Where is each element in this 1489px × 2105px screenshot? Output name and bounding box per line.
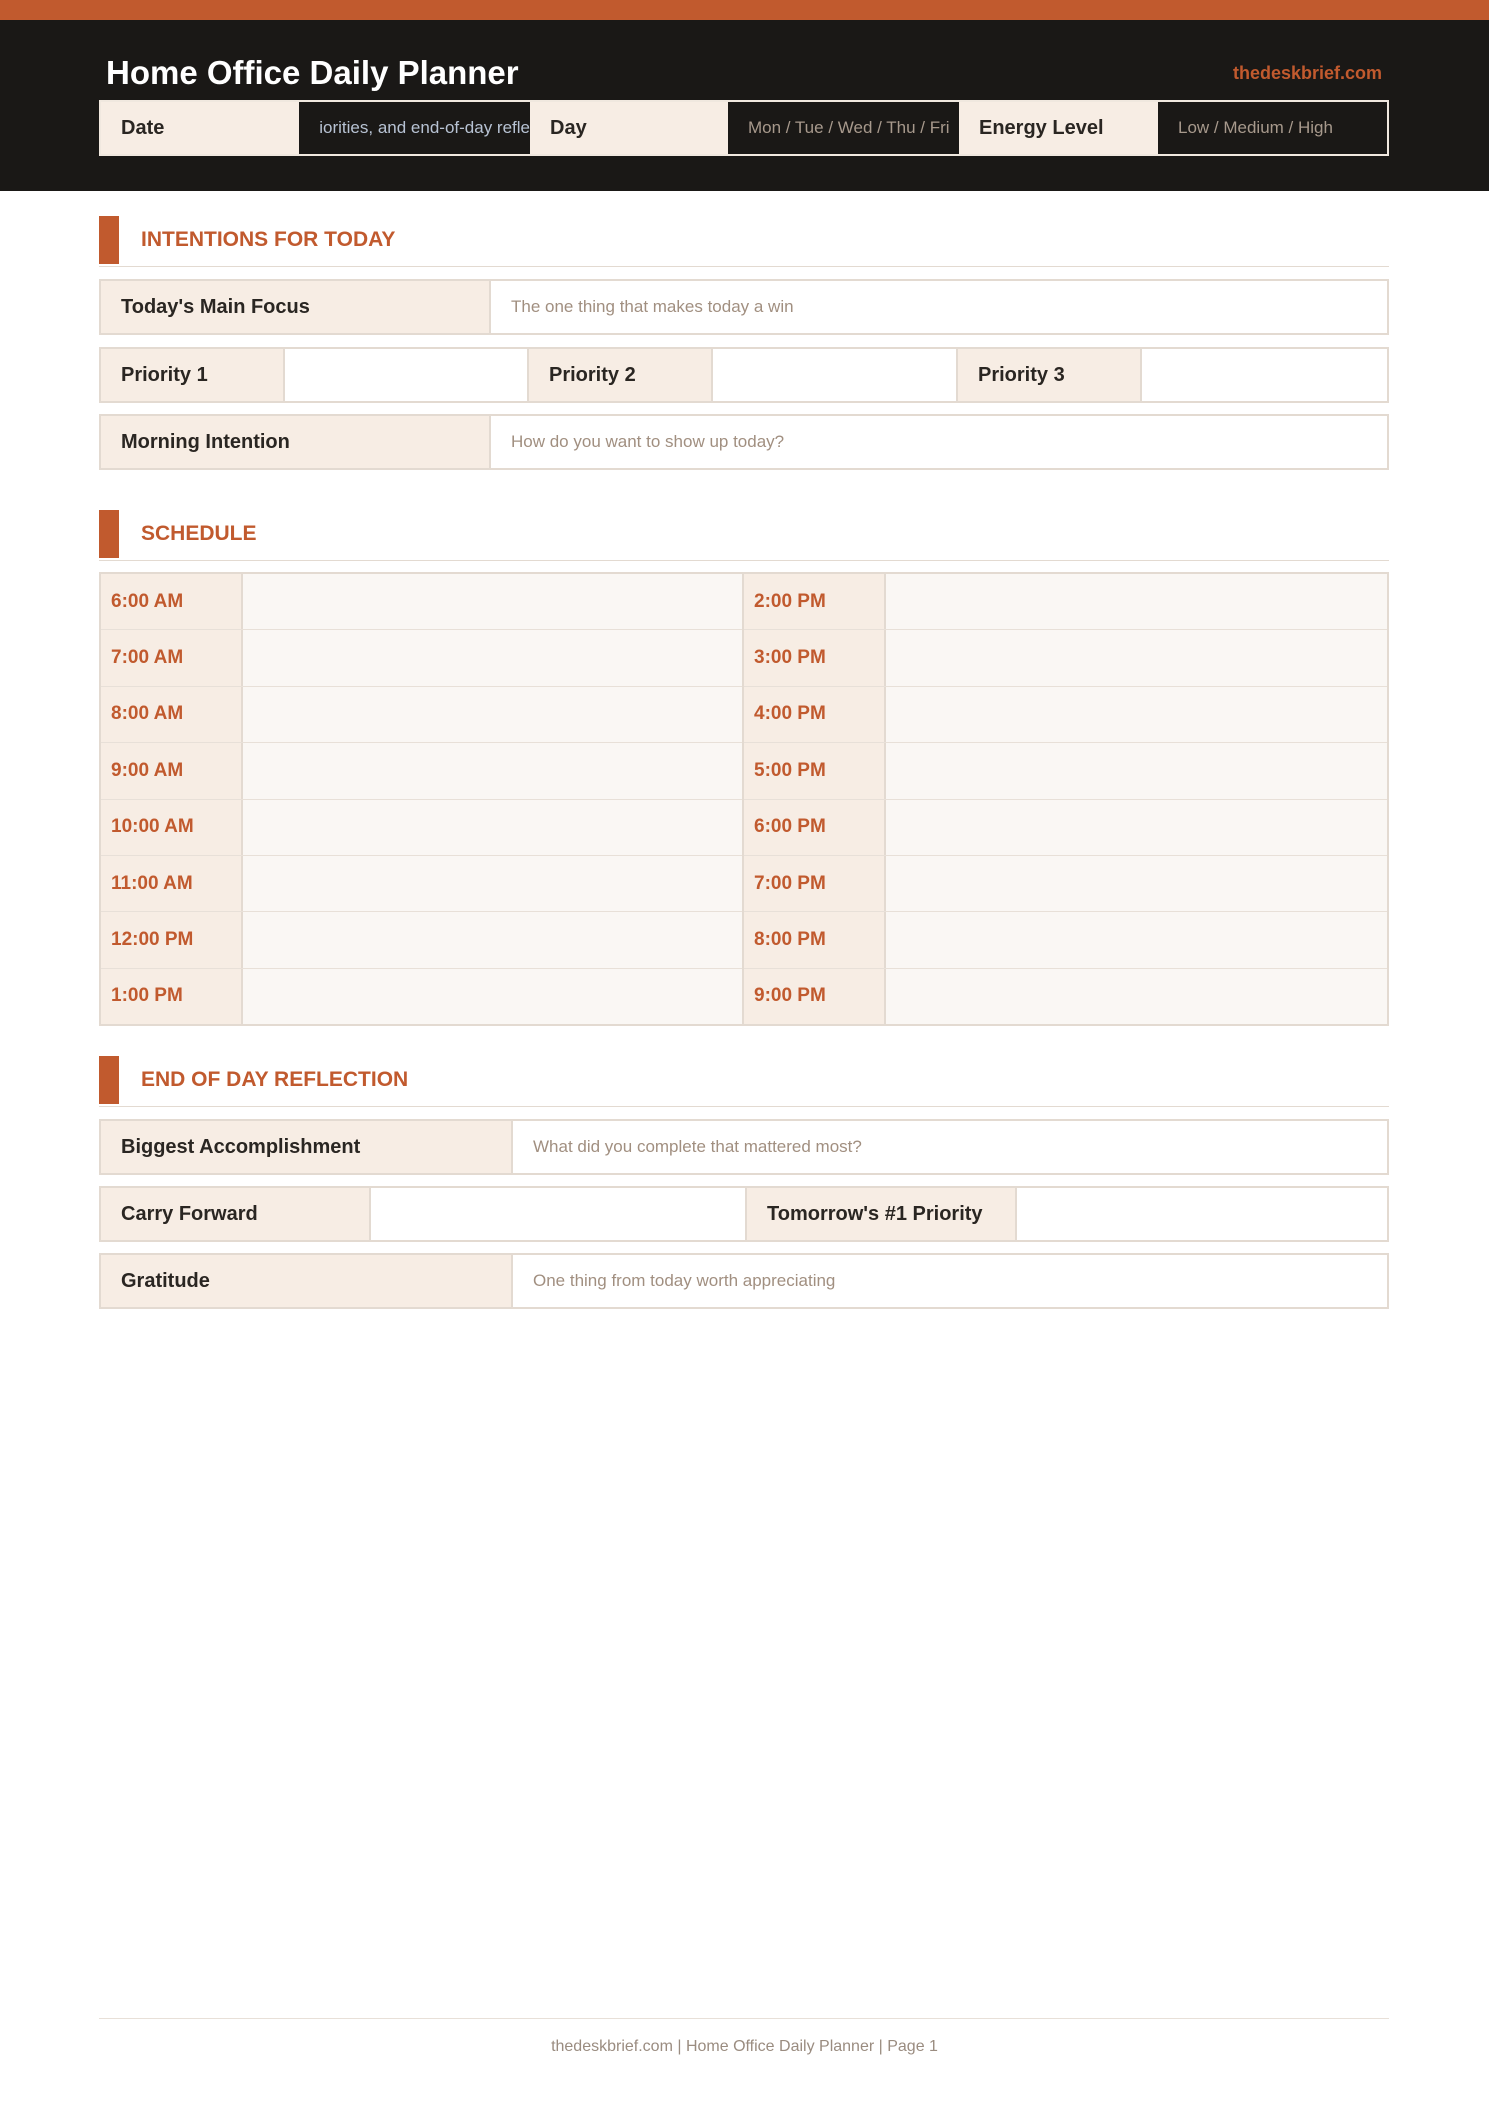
time-label: 1:00 PM (101, 969, 243, 1024)
date-field[interactable]: iorities, and end-of-day refle (319, 118, 530, 137)
schedule-column-afternoon (744, 574, 1387, 1024)
time-label: 7:00 PM (744, 856, 886, 911)
time-label: 9:00 PM (744, 969, 886, 1024)
section-accent-bar (99, 510, 119, 558)
schedule-entry-field[interactable] (243, 969, 742, 1024)
time-label: 12:00 PM (101, 912, 243, 967)
energy-level-label: Energy Level (959, 102, 1158, 154)
schedule-entry-field[interactable] (243, 912, 742, 967)
reflection-section-header (99, 1056, 1389, 1107)
schedule-slot (744, 912, 1387, 968)
tomorrow-priority-field[interactable] (1017, 1188, 1387, 1240)
schedule-slot (101, 687, 742, 743)
schedule-slot (744, 969, 1387, 1024)
schedule-entry-field[interactable] (886, 687, 1387, 742)
schedule-slot (101, 969, 742, 1024)
priority-1-label: Priority 1 (101, 349, 285, 401)
schedule-entry-field[interactable] (243, 856, 742, 911)
energy-level-field[interactable]: Low / Medium / High (1178, 118, 1333, 137)
accomplishment-row (99, 1119, 1389, 1175)
schedule-entry-field[interactable] (243, 630, 742, 685)
intentions-heading: INTENTIONS FOR TODAY (141, 228, 396, 251)
time-label: 9:00 AM (101, 743, 243, 798)
morning-intention-row (99, 414, 1389, 470)
priority-1-field[interactable] (285, 349, 529, 401)
footer-divider (99, 2018, 1389, 2019)
priority-3-label: Priority 3 (958, 349, 1142, 401)
time-label: 4:00 PM (744, 687, 886, 742)
tomorrow-priority-label: Tomorrow's #1 Priority (747, 1188, 1017, 1240)
schedule-slot (101, 574, 742, 630)
time-label: 5:00 PM (744, 743, 886, 798)
schedule-slot (744, 630, 1387, 686)
page-footer: thedeskbrief.com | Home Office Daily Planner | Page 1 (551, 2038, 938, 2055)
schedule-section-header (99, 510, 1389, 561)
carry-forward-field[interactable] (371, 1188, 747, 1240)
time-label: 8:00 AM (101, 687, 243, 742)
schedule-entry-field[interactable] (243, 800, 742, 855)
schedule-slot (744, 687, 1387, 743)
gratitude-row (99, 1253, 1389, 1309)
priority-2-label: Priority 2 (529, 349, 713, 401)
schedule-entry-field[interactable] (886, 856, 1387, 911)
priority-3-field[interactable] (1142, 349, 1387, 401)
schedule-entry-field[interactable] (886, 743, 1387, 798)
schedule-entry-field[interactable] (886, 800, 1387, 855)
gratitude-label: Gratitude (101, 1255, 513, 1307)
accomplishment-label: Biggest Accomplishment (101, 1121, 513, 1173)
priority-2-field[interactable] (713, 349, 958, 401)
schedule-heading: SCHEDULE (141, 522, 257, 545)
main-focus-field[interactable]: The one thing that makes today a win (511, 297, 794, 316)
section-accent-bar (99, 1056, 119, 1104)
morning-intention-label: Morning Intention (101, 416, 491, 468)
time-label: 8:00 PM (744, 912, 886, 967)
meta-row (99, 100, 1389, 156)
schedule-entry-field[interactable] (886, 912, 1387, 967)
morning-intention-field[interactable]: How do you want to show up today? (511, 432, 785, 451)
top-accent-bar (0, 0, 1489, 20)
schedule-slot (744, 574, 1387, 630)
schedule-slot (744, 743, 1387, 799)
page-title: Home Office Daily Planner (106, 54, 519, 91)
schedule-slot (744, 800, 1387, 856)
time-label: 11:00 AM (101, 856, 243, 911)
intentions-section-header (99, 216, 1389, 267)
gratitude-field[interactable]: One thing from today worth appreciating (533, 1271, 836, 1290)
schedule-entry-field[interactable] (243, 574, 742, 629)
time-label: 6:00 AM (101, 574, 243, 629)
main-focus-row (99, 279, 1389, 335)
day-field[interactable]: Mon / Tue / Wed / Thu / Fri (748, 118, 950, 137)
carry-forward-row (99, 1186, 1389, 1242)
accomplishment-field[interactable]: What did you complete that mattered most? (533, 1137, 862, 1156)
schedule-slot (101, 800, 742, 856)
schedule-entry-field[interactable] (886, 630, 1387, 685)
time-label: 2:00 PM (744, 574, 886, 629)
time-label: 7:00 AM (101, 630, 243, 685)
main-focus-label: Today's Main Focus (101, 281, 491, 333)
day-label: Day (530, 102, 728, 154)
schedule-entry-field[interactable] (243, 687, 742, 742)
site-link[interactable]: thedeskbrief.com (1232, 63, 1382, 83)
time-label: 3:00 PM (744, 630, 886, 685)
section-accent-bar (99, 216, 119, 264)
schedule-slot (101, 743, 742, 799)
priorities-row (99, 347, 1389, 403)
schedule-slot (101, 630, 742, 686)
schedule-entry-field[interactable] (886, 574, 1387, 629)
reflection-heading: END OF DAY REFLECTION (141, 1068, 409, 1091)
schedule-grid (99, 572, 1389, 1026)
time-label: 10:00 AM (101, 800, 243, 855)
date-label: Date (101, 102, 299, 154)
carry-forward-label: Carry Forward (101, 1188, 371, 1240)
schedule-entry-field[interactable] (243, 743, 742, 798)
schedule-slot (744, 856, 1387, 912)
schedule-entry-field[interactable] (886, 969, 1387, 1024)
schedule-slot (101, 856, 742, 912)
time-label: 6:00 PM (744, 800, 886, 855)
schedule-slot (101, 912, 742, 968)
schedule-column-morning (101, 574, 744, 1024)
